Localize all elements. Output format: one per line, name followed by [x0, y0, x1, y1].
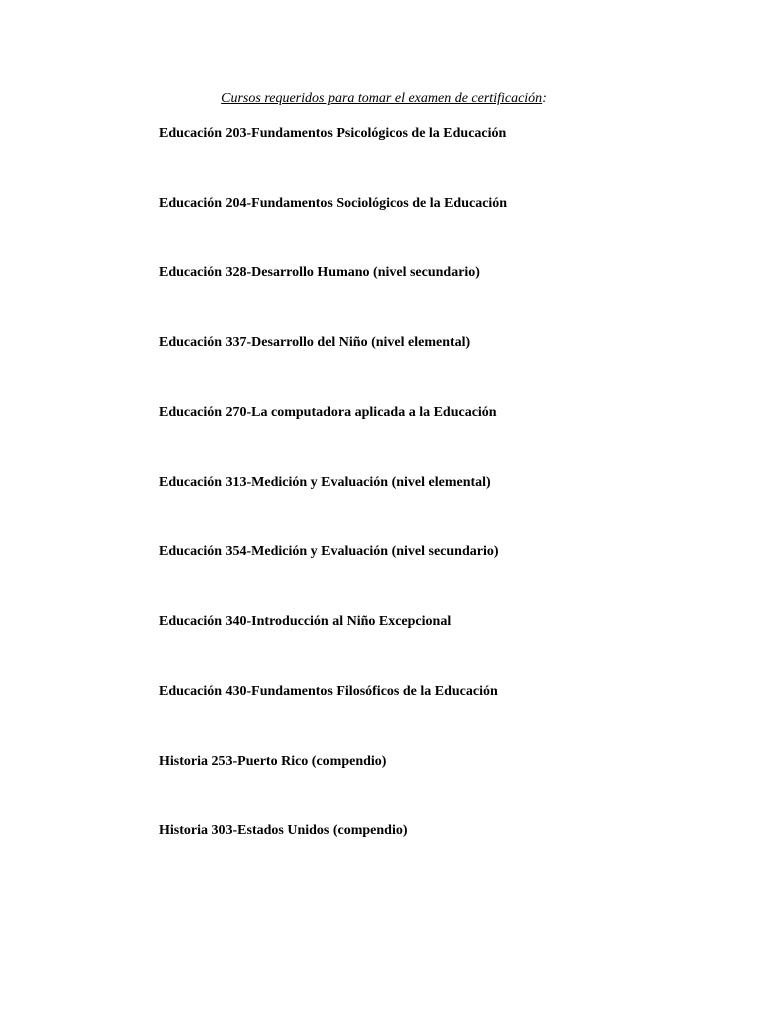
course-item: Educación 270-La computadora aplicada a la Educación [159, 405, 497, 420]
course-item: Educación 337-Desarrollo del Niño (nivel elemental) [159, 335, 471, 350]
course-item: Historia 253-Puerto Rico (compendio) [159, 754, 387, 769]
page-title [0, 90, 768, 108]
course-item: Educación 203-Fundamentos Psicológicos de la Educación [159, 126, 507, 141]
course-item: Educación 328-Desarrollo Humano (nivel secundario) [159, 265, 480, 280]
course-item: Historia 303-Estados Unidos (compendio) [159, 823, 408, 838]
course-item: Educación 430-Fundamentos Filosóficos de la Educación [159, 684, 498, 699]
course-item: Educación 313-Medición y Evaluación (nivel elemental) [159, 475, 491, 490]
course-item: Educación 354-Medición y Evaluación (nivel secundario) [159, 544, 499, 559]
page-title-text: Cursos requeridos para tomar el examen de certificación [221, 91, 543, 106]
page-title-colon: : [542, 91, 547, 106]
course-item: Educación 204-Fundamentos Sociológicos de la Educación [159, 196, 508, 211]
course-item: Educación 340-Introducción al Niño Excepcional [159, 614, 452, 629]
